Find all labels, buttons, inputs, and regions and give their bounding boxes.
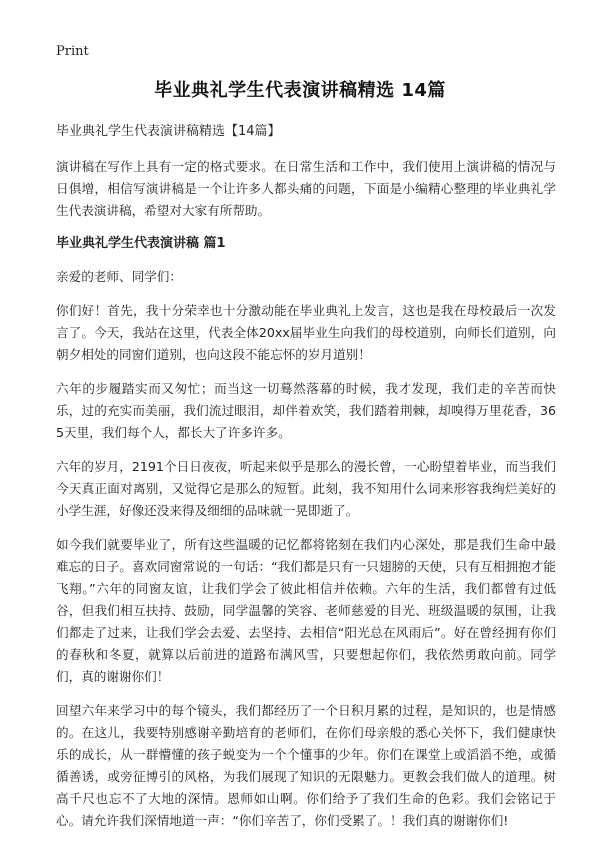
- body-paragraph: 六年的步履踏实而又匆忙；而当这一切蓦然落幕的时候，我才发现，我们走的辛苦而快乐，过的充实而美丽，我们流过眼泪，却伴着欢笑，我们踏着荆棘，却嗅得万里花香，365天里，我们每个人，都长大了许多许多。: [56, 381, 556, 440]
- print-link[interactable]: Print: [56, 44, 89, 59]
- body-paragraph: 如今我们就要毕业了，所有这些温暖的记忆都将铭刻在我们内心深处，那是我们生命中最难忘的日子。喜欢同窗常说的一句话：“我们都是只有一只翅膀的天使，只有互相拥抱才能飞翔。”六年的同窗友谊，让我们学会了彼此相信并依赖。六年的生活，我们都曾有过低谷，但我们相互扶持、鼓励，同学温馨的笑容、老师慈爱的目光、班级温暖的氛围，让我们都走了过来，让我们学会去爱、去坚持、去相信“阳光总在风雨后”。好在曾经拥有你们的春秋和冬夏，就算以后前进的道路布满风雪，只要想起你们，我依然勇敢向前。同学们，真的谢谢你们！: [56, 537, 556, 684]
- body-paragraph: 回望六年来学习中的每个镜头，我们都经历了一个日积月累的过程，是知识的，也是情感的。在这儿，我要特别感谢辛勤培育的老师们，在你们母亲般的悉心关怀下，我们健康快乐的成长，从一群懵懂的孩子蜕变为一个个懂事的少年。你们在课堂上或滔滔不绝，或循循善诱，或旁征博引的风格，为我们展现了知识的无限魅力。更教会我们做人的道理。树高千尺也忘不了大地的深情。恩师如山啊。你们给予了我们生命的色彩。我们会铭记于心。请允许我们深情地道一声：“你们辛苦了，你们受累了。！我们真的谢谢你们!: [56, 703, 556, 828]
- body-paragraph: 你们好！首先，我十分荣幸也十分激动能在毕业典礼上发言，这也是我在母校最后一次发言了。今天，我站在这里，代表全体20xx届毕业生向我们的母校道别，向师长们道别，向朝夕相处的同窗们道别，也向这段不能忘怀的岁月道别！: [56, 303, 556, 362]
- document-subtitle: 毕业典礼学生代表演讲稿精选【14篇】: [56, 124, 281, 139]
- section-heading: 毕业典礼学生代表演讲稿 篇1: [56, 236, 226, 251]
- salutation-paragraph: 亲爱的老师、同学们：: [56, 269, 182, 284]
- body-paragraph: 六年的岁月，2191个日日夜夜，听起来似乎是那么的漫长曾，一心盼望着毕业，而当我们今天真正面对离别，又觉得它是那么的短暂。此刻，我不知用什么词来形容我绚烂美好的小学生涯，好像还没来得及细细的品味就一晃即逝了。: [56, 459, 556, 518]
- document-content: [56, 122, 556, 844]
- page-title: 毕业典礼学生代表演讲稿精选 14篇: [154, 80, 446, 101]
- intro-paragraph: 演讲稿在写作上具有一定的格式要求。在日常生活和工作中，我们使用上演讲稿的情况与日俱增，相信写演讲稿是一个让许多人都头痛的问题，下面是小编精心整理的毕业典礼学生代表演讲稿，希望对大家有所帮助。: [56, 159, 556, 218]
